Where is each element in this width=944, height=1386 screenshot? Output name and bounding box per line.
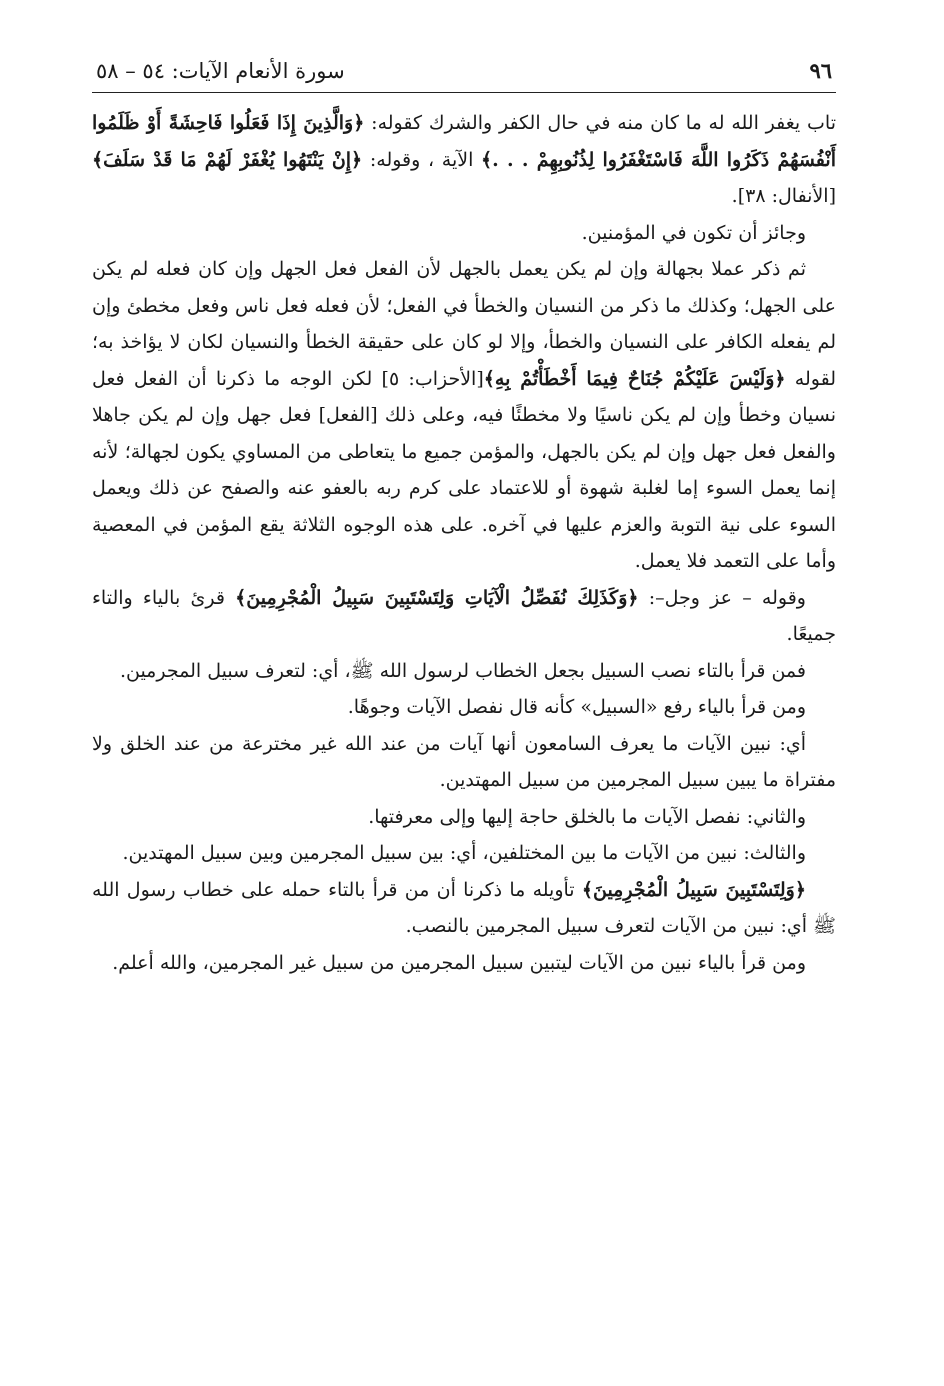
paragraph (92, 872, 836, 945)
text-segment: ومن قرأ بالياء نبين من الآيات ليتبين سبيل المجرمين من سبيل غير المجرمين، والله أعلم. (112, 951, 806, 974)
paragraph (92, 580, 836, 653)
text-segment: أي: نبين الآيات ما يعرف السامعون أنها آيات من عند الله غير مخترعة من عند الخلق ولا مفتراة ما يبين سبيل المجرمين من سبيل المهتدين. (92, 732, 836, 791)
paragraph (92, 105, 836, 215)
paragraph (92, 215, 836, 252)
text-segment: تأويله ما ذكرنا أن من قرأ بالتاء حمله على خطاب رسول الله ﷺ أي: نبين من الآيات لتعرف سبيل المجرمين بالنصب. (92, 878, 836, 937)
text-segment: فمن قرأ بالتاء نصب السبيل بجعل الخطاب لرسول الله ﷺ، أي: لتعرف سبيل المجرمين. (119, 659, 806, 682)
paragraph (92, 835, 836, 872)
quran-verse: ﴿وَكَذَلِكَ نُفَصِّلُ الْآيَاتِ وَلِتَسْتَبِينَ سَبِيلُ الْمُجْرِمِينَ﴾ (235, 586, 639, 609)
quran-verse: ﴿وَلِتَسْتَبِينَ سَبِيلُ الْمُجْرِمِينَ﴾ (581, 878, 806, 901)
paragraph (92, 945, 836, 982)
running-title: سورة الأنعام الآيات: ٥٤ – ٥٨ (96, 59, 345, 83)
text-segment: والثاني: نفصل الآيات ما بالخلق حاجة إليها وإلى معرفتها. (368, 805, 806, 828)
paragraph (92, 251, 836, 580)
quran-verse: ﴿إِنْ يَنْتَهُوا يُغْفَرْ لَهُمْ مَا قَدْ سَلَفَ﴾ (92, 148, 363, 171)
text-segment: وقوله – عز وجل–: (638, 586, 806, 609)
text-segment: ومن قرأ بالياء رفع «السبيل» كأنه قال نفصل الآيات وجوهًا. (347, 696, 806, 718)
text-segment: ثم ذكر عملا بجهالة وإن لم يكن يعمل بالجهل لأن الفعل فعل الجهل وإن كان فعله لم يكن على الجهل؛ وكذلك ما ذكر من النسيان والخطأ في الفعل؛ لأن فعله فعل ناس وفعل مخطئ وإن لم يفعله الكافر على النسيان والخطأ، وإلا لو كان على حقيقة الخطأ والنسيان لكان لا يؤاخذ به؛ لقوله (92, 258, 836, 390)
text-segment: الآية ، وقوله: (362, 148, 482, 171)
text-segment: [الأنفال: ٣٨]. (731, 185, 836, 207)
paragraph (92, 726, 836, 799)
quran-verse: ﴿وَلَيْسَ عَلَيْكُمْ جُنَاحٌ فِيمَا أَخْطَأْتُمْ بِهِ﴾ (483, 367, 786, 390)
text-segment: والثالث: نبين من الآيات ما بين المختلفين، أي: بين سبيل المجرمين وبين سبيل المهتدين. (122, 842, 806, 864)
text-segment: تاب يغفر الله له ما كان منه في حال الكفر والشرك كقوله: (364, 112, 836, 134)
paragraph (92, 799, 836, 836)
text-segment: وجائز أن تكون في المؤمنين. (581, 221, 806, 244)
text-segment: [الأحزاب: ٥] لكن الوجه ما ذكرنا أن الفعل فعل نسيان وخطأ وإن لم يكن ناسيًا ولا مخطئًا فيه، وعلى ذلك [الفعل] فعل جهل وإن لم يكن جاهلا والفعل فعل جهل وإن لم يكن بالجهل، والمؤمن جميع ما يتعاطى من المساوي يكون لجهالة؛ لأنه إنما يعمل السوء إما لغلبة شهوة أو للاعتماد على كرم ربه بالعفو عنه والصفح عن ذلك ويعمل السوء على نية التوبة والعزم عليها في آخره. على هذه الوجوه الثلاثة يقع المؤمن في المعصية وأما على التعمد فلا يعمل. (92, 367, 836, 572)
page-number: ٩٦ (809, 58, 832, 83)
page-body (92, 105, 836, 981)
text-segment: قرئ بالياء والتاء جميعًا. (92, 586, 836, 645)
page-header (92, 58, 836, 93)
paragraph (92, 689, 836, 726)
paragraph (92, 653, 836, 690)
quran-verse: ﴿وَالَّذِينَ إِذَا فَعَلُوا فَاحِشَةً أَوْ ظَلَمُوا أَنْفُسَهُمْ ذَكَرُوا اللَّهَ فَاسْتَغْفَرُوا لِذُنُوبِهِمْ . . .﴾ (92, 112, 836, 171)
document-page (92, 58, 836, 981)
